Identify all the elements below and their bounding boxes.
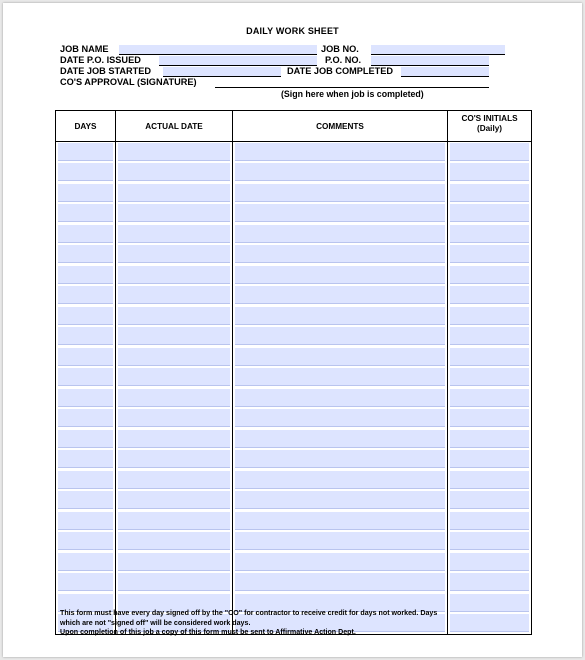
footer-line-2: which are not "signed off" will be considered work days.: [60, 618, 251, 627]
days-cell-container: [56, 532, 116, 553]
days-cell[interactable]: [58, 471, 113, 489]
comments-cell[interactable]: [235, 553, 445, 571]
days-cell-container: [56, 429, 116, 450]
footer-line-1: This form must have every day signed off by the "CO" for contractor to receive credit for days not worked. Days: [60, 609, 438, 617]
cos-initials-cell-container: [448, 204, 532, 225]
comments-cell-container: [233, 573, 448, 594]
table-row: [56, 491, 532, 512]
cos-initials-cell[interactable]: [450, 512, 529, 530]
cos-initials-cell[interactable]: [450, 409, 529, 427]
days-header: DAYS: [56, 111, 116, 142]
cos-initials-cell[interactable]: [450, 143, 529, 161]
comments-cell-container: [233, 470, 448, 491]
days-cell-container: [56, 573, 116, 594]
comments-cell[interactable]: [235, 389, 445, 407]
cos-initials-cell-container: [448, 532, 532, 553]
actual-date-cell[interactable]: [118, 471, 230, 489]
actual-date-cell-container: [116, 429, 233, 450]
table-row: [56, 429, 532, 450]
actual-date-cell[interactable]: [118, 266, 230, 284]
cos-initials-cell[interactable]: [450, 368, 529, 386]
cos-initials-cell-container: [448, 163, 532, 184]
comments-cell[interactable]: [235, 225, 445, 243]
days-cell-container: [56, 347, 116, 368]
actual-date-cell-container: [116, 142, 233, 163]
comments-cell[interactable]: [235, 286, 445, 304]
table-row: [56, 532, 532, 553]
actual-date-cell[interactable]: [118, 532, 230, 550]
actual-date-cell[interactable]: [118, 553, 230, 571]
job-name-label: JOB NAME: [60, 44, 109, 54]
days-cell-container: [56, 245, 116, 266]
cos-initials-cell-container: [448, 429, 532, 450]
actual-date-cell[interactable]: [118, 286, 230, 304]
comments-cell-container: [233, 286, 448, 307]
footer-notes: [60, 609, 437, 638]
days-cell[interactable]: [58, 409, 113, 427]
days-cell[interactable]: [58, 573, 113, 591]
table-row: [56, 450, 532, 471]
cos-initials-cell[interactable]: [450, 430, 529, 448]
cos-initials-cell-container: [448, 450, 532, 471]
cos-initials-cell-container: [448, 245, 532, 266]
comments-cell-container: [233, 306, 448, 327]
actual-date-cell[interactable]: [118, 450, 230, 468]
days-cell[interactable]: [58, 327, 113, 345]
signature-line[interactable]: [215, 87, 489, 88]
comments-cell[interactable]: [235, 471, 445, 489]
comments-cell-container: [233, 347, 448, 368]
cos-initials-cell-container: [448, 491, 532, 512]
comments-cell[interactable]: [235, 430, 445, 448]
cos-initials-cell-container: [448, 142, 532, 163]
actual-date-cell[interactable]: [118, 368, 230, 386]
cos-initials-cell[interactable]: [450, 553, 529, 571]
days-cell[interactable]: [58, 430, 113, 448]
days-cell-container: [56, 388, 116, 409]
actual-date-cell-container: [116, 388, 233, 409]
actual-date-cell[interactable]: [118, 389, 230, 407]
date-job-started-label: DATE JOB STARTED: [60, 66, 152, 76]
days-cell[interactable]: [58, 348, 113, 366]
days-cell-container: [56, 327, 116, 348]
comments-cell[interactable]: [235, 512, 445, 530]
po-no-label: P.O. NO.: [325, 55, 362, 65]
actual-date-cell[interactable]: [118, 307, 230, 325]
actual-date-cell-container: [116, 204, 233, 225]
days-cell[interactable]: [58, 512, 113, 530]
table-row: [56, 163, 532, 184]
cos-initials-cell[interactable]: [450, 594, 529, 612]
actual-date-cell-container: [116, 224, 233, 245]
table-row: [56, 286, 532, 307]
job-no-label: JOB NO.: [321, 44, 359, 54]
table-row: [56, 470, 532, 491]
table-row: [56, 245, 532, 266]
actual-date-cell-container: [116, 347, 233, 368]
table-row: [56, 204, 532, 225]
cos-initials-cell-container: [448, 368, 532, 389]
days-cell-container: [56, 409, 116, 430]
actual-date-cell[interactable]: [118, 245, 230, 263]
actual-date-header: ACTUAL DATE: [116, 111, 233, 142]
cos-initials-cell-container: [448, 470, 532, 491]
comments-cell[interactable]: [235, 409, 445, 427]
cos-initials-cell[interactable]: [450, 245, 529, 263]
date-po-issued-label: DATE P.O. ISSUED: [60, 55, 141, 65]
comments-cell-container: [233, 142, 448, 163]
comments-cell[interactable]: [235, 327, 445, 345]
days-cell[interactable]: [58, 204, 113, 222]
comments-cell[interactable]: [235, 491, 445, 509]
cos-initials-cell-container: [448, 511, 532, 532]
daily-log-table: [55, 110, 532, 635]
footer-line-3: Upon completion of this job a copy of this form must be sent to Affirmative Action Dept.: [60, 628, 356, 636]
table-row: [56, 306, 532, 327]
cos-initials-cell[interactable]: [450, 450, 529, 468]
table-row: [56, 388, 532, 409]
cos-initials-cell[interactable]: [450, 163, 529, 181]
job-no-field[interactable]: [371, 45, 505, 55]
comments-cell[interactable]: [235, 184, 445, 202]
table-row: [56, 327, 532, 348]
page-title: DAILY WORK SHEET: [246, 26, 339, 36]
table-row: [56, 142, 532, 163]
cos-approval-label: CO'S APPROVAL (SIGNATURE): [60, 77, 197, 87]
cos-initials-cell[interactable]: [450, 266, 529, 284]
cos-initials-cell-container: [448, 286, 532, 307]
cos-initials-cell-container: [448, 327, 532, 348]
cos-initials-cell-container: [448, 347, 532, 368]
comments-cell[interactable]: [235, 204, 445, 222]
cos-initials-cell-container: [448, 306, 532, 327]
days-cell-container: [56, 511, 116, 532]
cos-initials-cell-container: [448, 224, 532, 245]
comments-cell-container: [233, 265, 448, 286]
table-row: [56, 347, 532, 368]
date-job-completed-label: DATE JOB COMPLETED: [287, 66, 394, 76]
actual-date-cell-container: [116, 573, 233, 594]
days-cell[interactable]: [58, 163, 113, 181]
cos-initials-cell[interactable]: [450, 307, 529, 325]
comments-cell-container: [233, 511, 448, 532]
actual-date-cell[interactable]: [118, 512, 230, 530]
comments-cell[interactable]: [235, 368, 445, 386]
comments-cell-container: [233, 245, 448, 266]
days-cell-container: [56, 491, 116, 512]
days-cell-container: [56, 306, 116, 327]
days-cell[interactable]: [58, 286, 113, 304]
actual-date-cell-container: [116, 470, 233, 491]
cos-initials-sub: (Daily): [476, 124, 503, 133]
days-cell-container: [56, 450, 116, 471]
actual-date-cell-container: [116, 511, 233, 532]
actual-date-cell-container: [116, 491, 233, 512]
actual-date-cell[interactable]: [118, 225, 230, 243]
actual-date-cell-container: [116, 245, 233, 266]
table-row: [56, 573, 532, 594]
comments-cell[interactable]: [235, 143, 445, 161]
comments-cell-container: [233, 429, 448, 450]
comments-cell-container: [233, 450, 448, 471]
actual-date-cell[interactable]: [118, 348, 230, 366]
comments-cell-container: [233, 552, 448, 573]
table-row: [56, 224, 532, 245]
comments-cell-container: [233, 327, 448, 348]
days-cell-container: [56, 183, 116, 204]
po-no-field[interactable]: [371, 56, 489, 66]
actual-date-cell-container: [116, 286, 233, 307]
cos-initials-cell-container: [448, 388, 532, 409]
cos-initials-cell-container: [448, 265, 532, 286]
cos-initials-cell[interactable]: [450, 491, 529, 509]
actual-date-cell[interactable]: [118, 573, 230, 591]
cos-initials-cell-container: [448, 183, 532, 204]
actual-date-cell[interactable]: [118, 409, 230, 427]
date-job-started-field[interactable]: [163, 67, 281, 77]
comments-cell-container: [233, 388, 448, 409]
actual-date-cell-container: [116, 183, 233, 204]
days-cell[interactable]: [58, 389, 113, 407]
comments-cell[interactable]: [235, 163, 445, 181]
days-cell[interactable]: [58, 143, 113, 161]
cos-initials-cell[interactable]: [450, 471, 529, 489]
days-cell[interactable]: [58, 266, 113, 284]
actual-date-cell[interactable]: [118, 204, 230, 222]
table-header-row: [56, 111, 532, 142]
cos-initials-cell-container: [448, 614, 532, 635]
actual-date-cell-container: [116, 327, 233, 348]
comments-cell[interactable]: [235, 348, 445, 366]
sign-note: (Sign here when job is completed): [281, 89, 424, 99]
cos-initials-cell[interactable]: [450, 348, 529, 366]
actual-date-cell-container: [116, 163, 233, 184]
days-cell-container: [56, 204, 116, 225]
actual-date-cell[interactable]: [118, 143, 230, 161]
cos-initials-cell[interactable]: [450, 573, 529, 591]
cos-initials-cell-container: [448, 409, 532, 430]
days-cell-container: [56, 142, 116, 163]
comments-cell-container: [233, 532, 448, 553]
cos-initials-header: [448, 111, 532, 142]
comments-cell-container: [233, 183, 448, 204]
days-cell[interactable]: [58, 245, 113, 263]
cos-initials-cell[interactable]: [450, 389, 529, 407]
cos-initials-cell-container: [448, 552, 532, 573]
days-cell[interactable]: [58, 307, 113, 325]
actual-date-cell-container: [116, 265, 233, 286]
actual-date-cell-container: [116, 306, 233, 327]
cos-initials-cell[interactable]: [450, 225, 529, 243]
actual-date-cell-container: [116, 552, 233, 573]
comments-cell[interactable]: [235, 266, 445, 284]
comments-cell-container: [233, 491, 448, 512]
table-row: [56, 409, 532, 430]
table-row: [56, 265, 532, 286]
cos-initials-cell-container: [448, 573, 532, 594]
comments-cell-container: [233, 204, 448, 225]
actual-date-cell[interactable]: [118, 327, 230, 345]
table-row: [56, 368, 532, 389]
days-cell[interactable]: [58, 532, 113, 550]
actual-date-cell-container: [116, 409, 233, 430]
cos-initials-cell[interactable]: [450, 614, 529, 632]
cos-initials-cell-container: [448, 593, 532, 614]
comments-cell[interactable]: [235, 450, 445, 468]
table-row: [56, 511, 532, 532]
days-cell-container: [56, 286, 116, 307]
actual-date-cell-container: [116, 450, 233, 471]
comments-cell-container: [233, 409, 448, 430]
days-cell-container: [56, 163, 116, 184]
table-row: [56, 183, 532, 204]
comments-cell[interactable]: [235, 532, 445, 550]
actual-date-cell[interactable]: [118, 430, 230, 448]
days-cell-container: [56, 552, 116, 573]
days-cell[interactable]: [58, 184, 113, 202]
actual-date-cell-container: [116, 532, 233, 553]
cos-initials-cell[interactable]: [450, 327, 529, 345]
actual-date-cell[interactable]: [118, 184, 230, 202]
comments-cell-container: [233, 368, 448, 389]
work-sheet-page: [3, 3, 582, 657]
actual-date-cell[interactable]: [118, 491, 230, 509]
cos-initials-cell[interactable]: [450, 184, 529, 202]
comments-cell[interactable]: [235, 307, 445, 325]
days-cell-container: [56, 368, 116, 389]
comments-cell[interactable]: [235, 245, 445, 263]
days-cell[interactable]: [58, 553, 113, 571]
date-job-completed-field[interactable]: [401, 67, 489, 77]
comments-header: COMMENTS: [233, 111, 448, 142]
cos-initials-cell[interactable]: [450, 286, 529, 304]
cos-initials-cell[interactable]: [450, 204, 529, 222]
date-po-issued-field[interactable]: [159, 56, 317, 66]
days-cell[interactable]: [58, 368, 113, 386]
days-cell[interactable]: [58, 225, 113, 243]
days-cell-container: [56, 470, 116, 491]
table-row: [56, 552, 532, 573]
days-cell-container: [56, 224, 116, 245]
cos-initials-cell[interactable]: [450, 532, 529, 550]
actual-date-cell[interactable]: [118, 163, 230, 181]
cos-initials-label: CO'S INITIALS: [461, 114, 518, 123]
job-name-field[interactable]: [119, 45, 317, 55]
days-cell[interactable]: [58, 491, 113, 509]
comments-cell-container: [233, 163, 448, 184]
actual-date-cell-container: [116, 368, 233, 389]
comments-cell[interactable]: [235, 573, 445, 591]
table-body: [56, 142, 532, 635]
comments-cell-container: [233, 224, 448, 245]
days-cell-container: [56, 265, 116, 286]
days-cell[interactable]: [58, 450, 113, 468]
